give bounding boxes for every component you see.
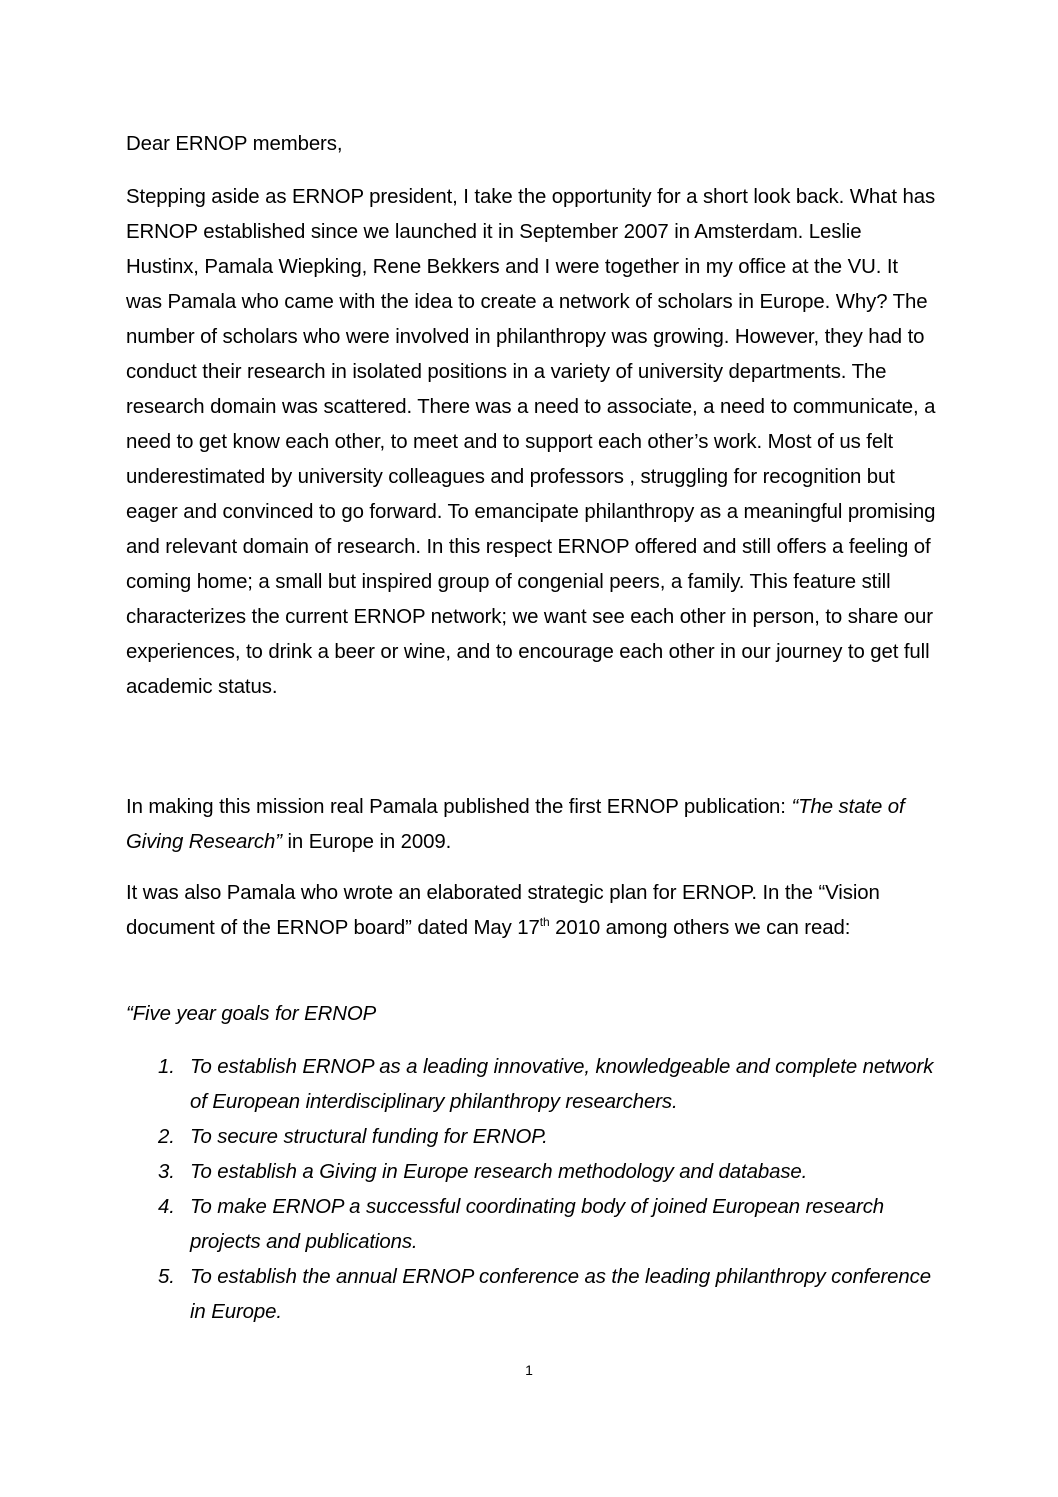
date-superscript: th <box>539 915 550 930</box>
goal-number: 1. <box>158 1056 175 1078</box>
paragraph-first-publication <box>126 790 936 860</box>
goal-item <box>126 1155 936 1190</box>
goal-item <box>126 1050 936 1120</box>
goal-text: To establish ERNOP as a leading innovative, knowledgeable and complete network of European interdisciplinary philanthropy researchers. <box>190 1056 934 1113</box>
goal-item <box>126 1260 936 1330</box>
goal-text: To establish a Giving in Europe research methodology and database. <box>190 1161 808 1183</box>
goal-text: To establish the annual ERNOP conference as the leading philanthropy conference in Europe. <box>190 1266 931 1323</box>
goal-number: 3. <box>158 1161 175 1183</box>
paragraph-strategic-plan-text: It was also Pamala who wrote an elaborated strategic plan for ERNOP. In the “Vision document of the ERNOP board” dated May 17 <box>126 882 880 939</box>
paragraph-strategic-plan-tail: 2010 among others we can read: <box>549 917 851 939</box>
goal-text: To secure structural funding for ERNOP. <box>190 1126 548 1148</box>
paragraph-strategic-plan <box>126 876 936 946</box>
greeting: Dear ERNOP members, <box>126 133 343 155</box>
goal-number: 5. <box>158 1266 175 1288</box>
goals-heading: “Five year goals for ERNOP <box>126 1003 377 1025</box>
goal-number: 4. <box>158 1196 175 1218</box>
page-number: 1 <box>525 1362 533 1378</box>
goal-item <box>126 1120 936 1155</box>
publication-title: “The state of Giving Research” <box>126 796 905 853</box>
goals-list <box>126 1050 936 1330</box>
paragraph-look-back: Stepping aside as ERNOP president, I take the opportunity for a short look back. What has ERNOP established since we launched it in September 2007 in Amsterdam. Leslie Hustinx, Pamala Wiepking, Rene Bekkers and I were together in my office at the VU. It was Pamala who came with the idea to create a network of scholars in Europe. Why? The number of scholars who were involved in philanthropy was growing. However, they had to conduct their research in isolated positions in a variety of university departments. The research domain was scattered. There was a need to associate, a need to communicate, a need to get know each other, to meet and to support each other’s work. Most of us felt underestimated by university colleagues and professors , struggling for recognition but eager and convinced to go forward. To emancipate philanthropy as a meaningful promising and relevant domain of research. In this respect ERNOP offered and still offers a feeling of coming home; a small but inspired group of congenial peers, a family. This feature still characterizes the current ERNOP network; we want see each other in person, to share our experiences, to drink a beer or wine, and to encourage each other in our journey to get full academic status. <box>126 186 936 698</box>
goal-number: 2. <box>158 1126 175 1148</box>
paragraph-first-publication-tail: in Europe in 2009. <box>281 831 452 853</box>
paragraph-first-publication-text: In making this mission real Pamala published the first ERNOP publication: <box>126 796 792 818</box>
goal-text: To make ERNOP a successful coordinating body of joined European research projects and publications. <box>190 1196 885 1253</box>
goal-item <box>126 1190 936 1260</box>
